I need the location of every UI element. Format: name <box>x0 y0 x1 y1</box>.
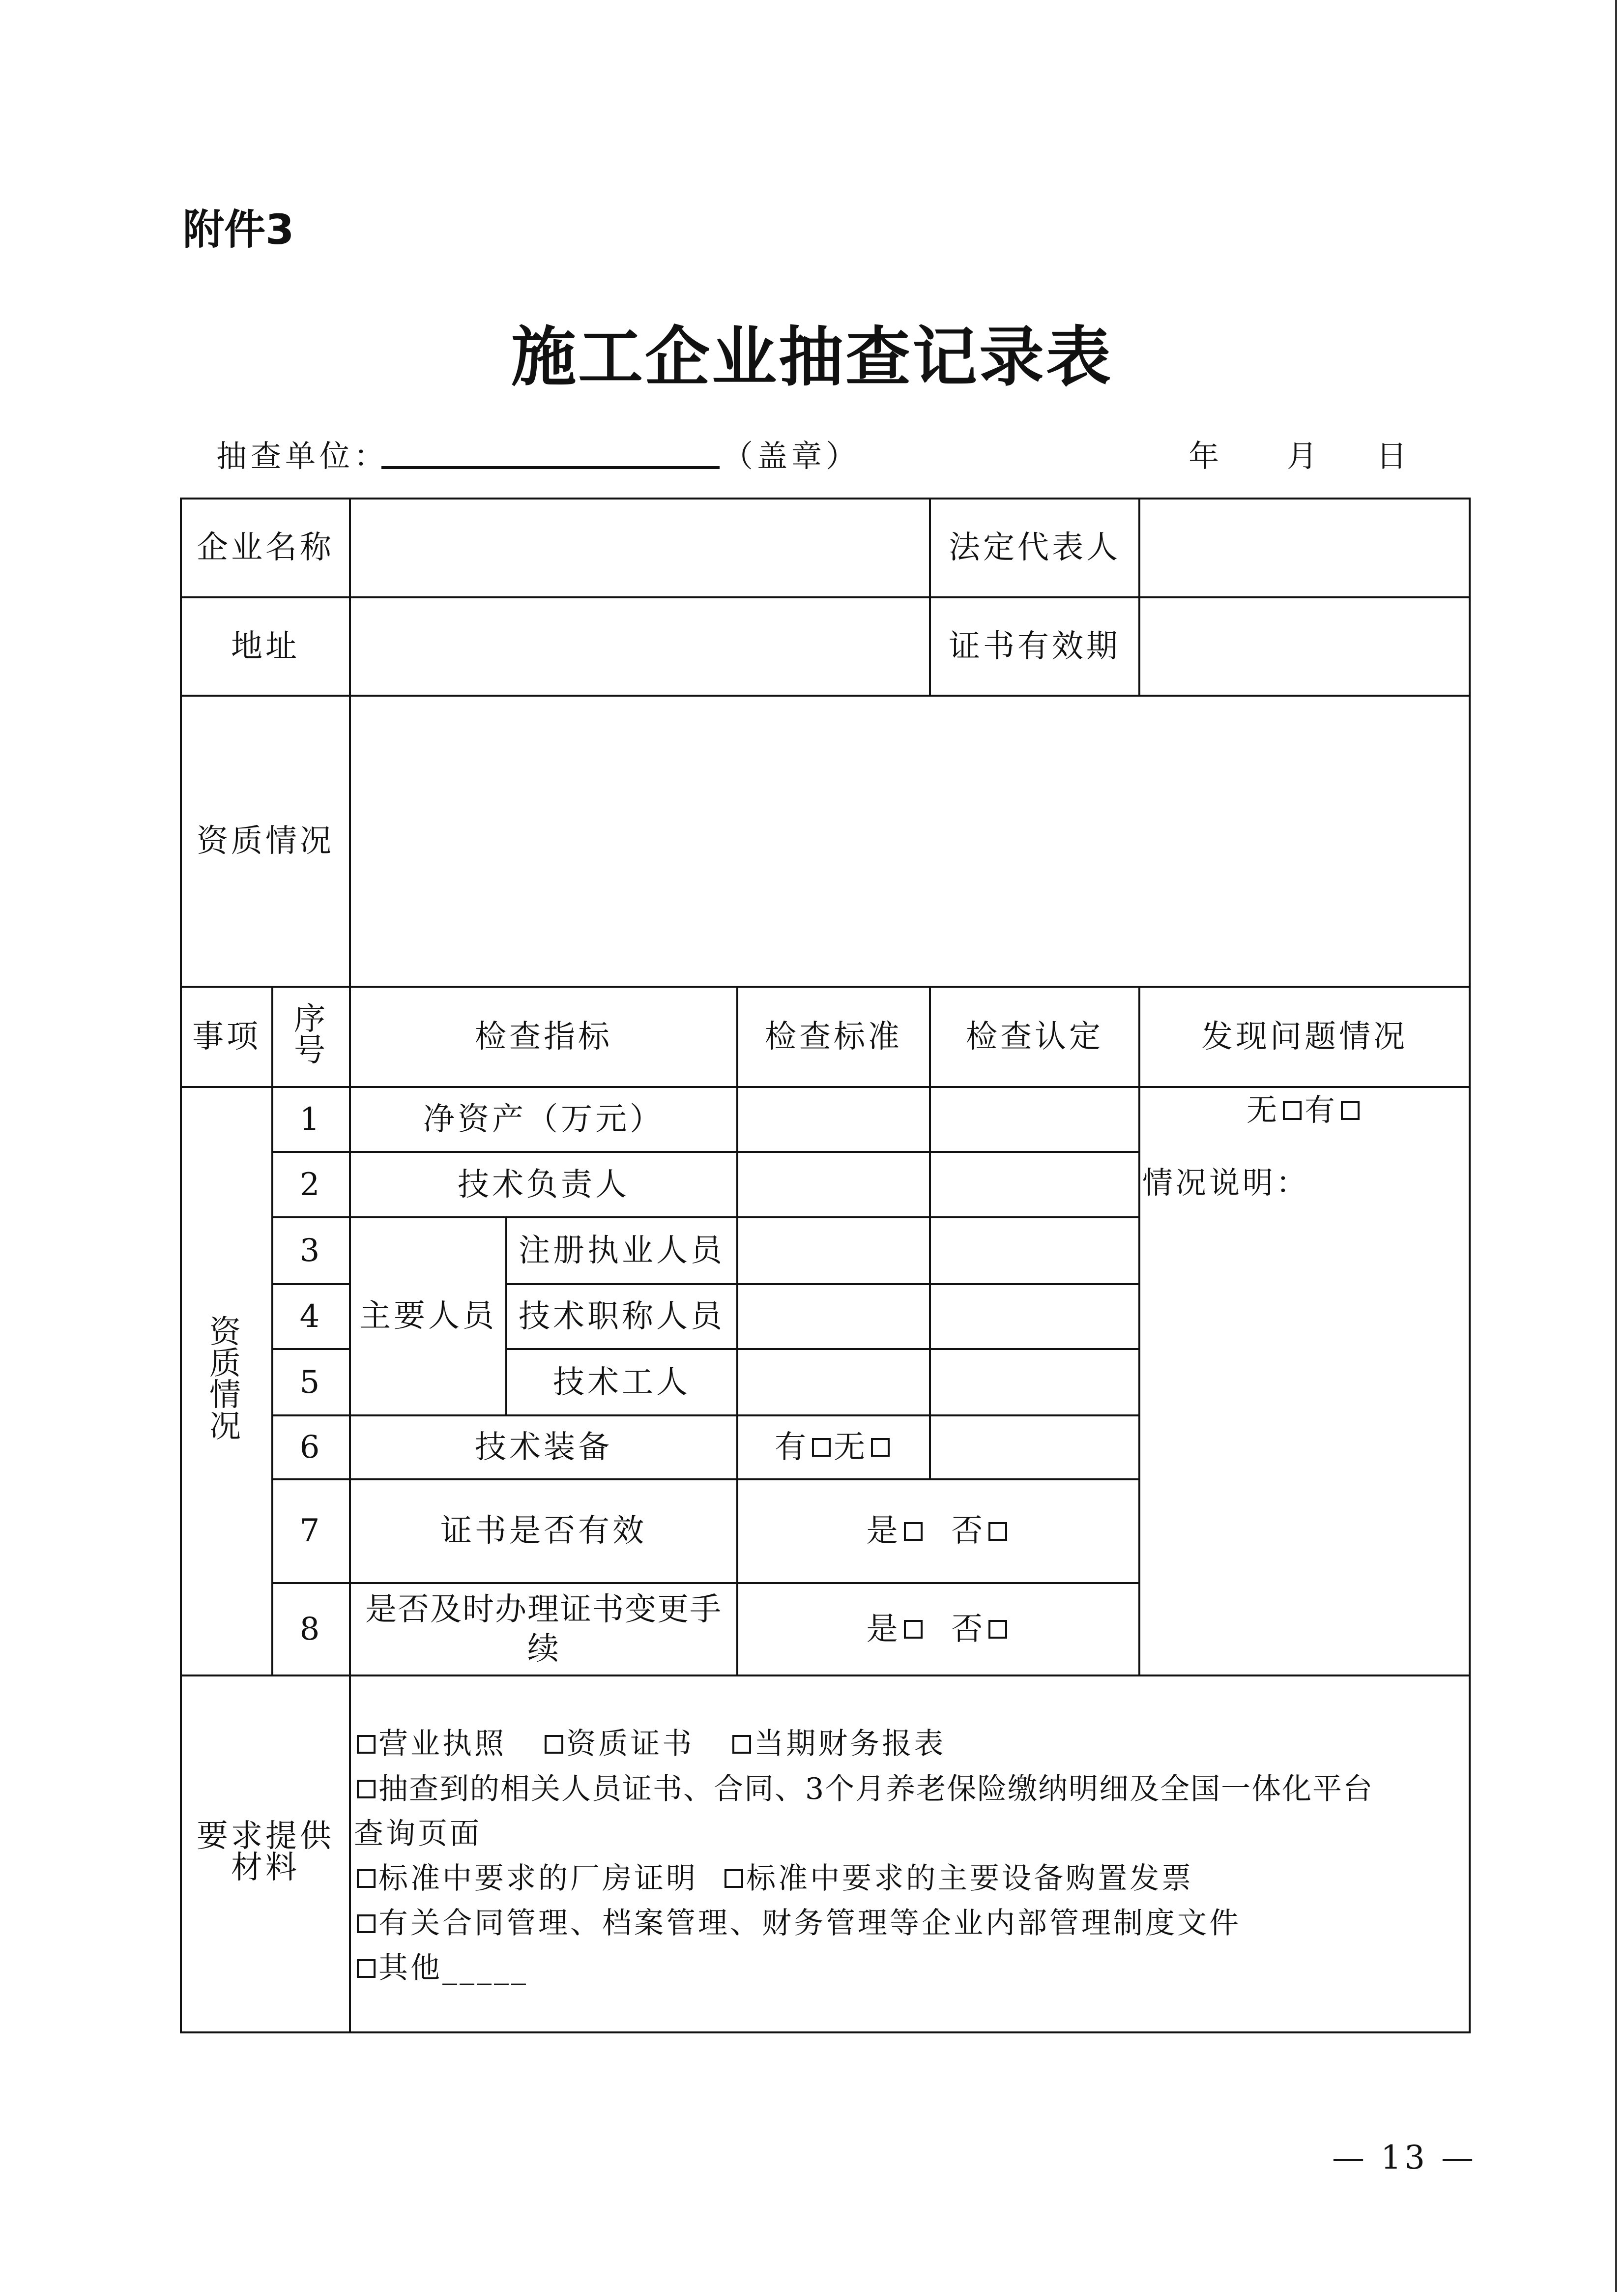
materials-line-4 <box>354 1856 1469 1901</box>
checkbox-factory[interactable] <box>357 1869 376 1888</box>
table-row-seq: 7 <box>272 1479 350 1583</box>
equip-no-checkbox[interactable] <box>871 1438 890 1457</box>
inspection-record-table <box>180 498 1471 2033</box>
determination-registered[interactable] <box>930 1217 1139 1284</box>
standard-equipment <box>737 1415 930 1479</box>
cert-change-options <box>737 1583 1139 1675</box>
indicator-registered: 注册执业人员 <box>506 1217 737 1284</box>
year-label: 年 <box>1189 438 1223 474</box>
cert-change-yes-label: 是 <box>866 1611 901 1647</box>
material-equipment: 标准中要求的主要设备购置发票 <box>746 1861 1194 1896</box>
cert-valid-yes-label: 是 <box>866 1513 901 1550</box>
legal-rep-field[interactable] <box>1139 499 1470 597</box>
table-row-seq: 5 <box>272 1349 350 1415</box>
checkbox-financial[interactable] <box>732 1735 751 1754</box>
indicator-tech-lead: 技术负责人 <box>350 1152 737 1217</box>
address-field[interactable] <box>350 597 930 696</box>
issue-none-label: 无 <box>1247 1092 1280 1128</box>
material-factory: 标准中要求的厂房证明 <box>378 1861 698 1896</box>
determination-titled[interactable] <box>930 1284 1139 1349</box>
attachment-label: 附件3 <box>183 206 294 254</box>
inspecting-unit-label: 抽查单位： <box>216 438 389 474</box>
section-qualification <box>181 1087 272 1675</box>
material-management: 有关合同管理、档案管理、财务管理等企业内部管理制度文件 <box>378 1906 1241 1941</box>
indicator-net-assets: 净资产（万元） <box>350 1087 737 1152</box>
checkbox-equipment[interactable] <box>725 1869 743 1888</box>
page-title: 施工企业抽查记录表 <box>511 319 1113 395</box>
company-name-label: 企业名称 <box>181 499 350 597</box>
materials-line-6 <box>354 1946 1469 1991</box>
material-financial: 当期财务报表 <box>754 1727 946 1762</box>
table-row-seq: 3 <box>272 1217 350 1284</box>
checkbox-qual-cert[interactable] <box>545 1735 563 1754</box>
header-standard: 检查标准 <box>737 987 930 1087</box>
materials-line-3: 查询页面 <box>354 1816 482 1851</box>
table-row-seq: 4 <box>272 1284 350 1349</box>
header-indicator: 检查指标 <box>350 987 737 1087</box>
determination-workers[interactable] <box>930 1349 1139 1415</box>
indicator-cert-change: 是否及时办理证书变更手续 <box>350 1583 737 1675</box>
materials-list <box>350 1675 1470 2032</box>
checkbox-management[interactable] <box>357 1914 376 1933</box>
issue-has-label: 有 <box>1305 1092 1338 1128</box>
material-business-license: 营业执照 <box>378 1727 506 1762</box>
material-other: 其他_____ <box>378 1951 528 1986</box>
month-label: 月 <box>1287 438 1322 474</box>
qualification-field[interactable] <box>350 696 1470 987</box>
standard-tech-lead[interactable] <box>737 1152 930 1217</box>
issue-none-checkbox[interactable] <box>1283 1101 1302 1120</box>
equip-no-label: 无 <box>834 1429 868 1466</box>
materials-line-5 <box>354 1901 1469 1946</box>
materials-label-cell <box>181 1675 350 2032</box>
section-qualification-text: 资质情况 <box>209 1314 244 1445</box>
legal-rep-label: 法定代表人 <box>930 499 1139 597</box>
indicator-titled: 技术职称人员 <box>506 1284 737 1349</box>
header-seq-text: 序号 <box>294 1000 328 1069</box>
header-seq <box>272 987 350 1087</box>
standard-titled[interactable] <box>737 1284 930 1349</box>
cert-valid-no-checkbox[interactable] <box>988 1522 1007 1541</box>
cert-valid-no-label: 否 <box>951 1513 986 1550</box>
material-qual-cert: 资质证书 <box>566 1727 695 1762</box>
determination-tech-lead[interactable] <box>930 1152 1139 1217</box>
checkbox-business-license[interactable] <box>357 1735 376 1754</box>
cert-change-yes-checkbox[interactable] <box>904 1620 923 1639</box>
materials-line-2 <box>354 1767 1469 1812</box>
cert-change-no-label: 否 <box>951 1611 986 1647</box>
header-item: 事项 <box>181 987 272 1087</box>
issue-options <box>1140 1091 1469 1129</box>
issues-cell <box>1139 1087 1470 1675</box>
company-name-field[interactable] <box>350 499 930 597</box>
materials-label: 要求提供材料 <box>197 1818 334 1886</box>
equip-yes-label: 有 <box>775 1429 809 1466</box>
seal-label: （盖章） <box>723 438 861 474</box>
header-issues: 发现问题情况 <box>1139 987 1470 1087</box>
indicator-equipment: 技术装备 <box>350 1415 737 1479</box>
page-number: — 13 — <box>1332 2139 1477 2176</box>
qualification-label: 资质情况 <box>181 696 350 987</box>
header-determination: 检查认定 <box>930 987 1139 1087</box>
indicator-cert-valid: 证书是否有效 <box>350 1479 737 1583</box>
cert-valid-options <box>737 1479 1139 1583</box>
cert-valid-yes-checkbox[interactable] <box>904 1522 923 1541</box>
checkbox-personnel[interactable] <box>357 1780 376 1798</box>
inspecting-unit-field[interactable] <box>381 466 720 469</box>
material-personnel: 抽查到的相关人员证书、合同、3个月养老保险缴纳明细及全国一体化平台 <box>378 1771 1374 1806</box>
standard-workers[interactable] <box>737 1349 930 1415</box>
determination-equipment[interactable] <box>930 1415 1139 1479</box>
cert-validity-label: 证书有效期 <box>930 597 1139 696</box>
standard-net-assets[interactable] <box>737 1087 930 1152</box>
table-row-seq: 6 <box>272 1415 350 1479</box>
table-row-seq: 2 <box>272 1152 350 1217</box>
indicator-workers: 技术工人 <box>506 1349 737 1415</box>
table-row-seq: 8 <box>272 1583 350 1675</box>
day-label: 日 <box>1376 438 1411 474</box>
determination-net-assets[interactable] <box>930 1087 1139 1152</box>
table-row-seq: 1 <box>272 1087 350 1152</box>
cert-change-no-checkbox[interactable] <box>988 1620 1007 1639</box>
checkbox-other[interactable] <box>357 1959 376 1978</box>
equip-yes-checkbox[interactable] <box>812 1438 831 1457</box>
main-personnel-label: 主要人员 <box>350 1217 506 1415</box>
address-label: 地址 <box>181 597 350 696</box>
standard-registered[interactable] <box>737 1217 930 1284</box>
issue-note-label: 情况说明： <box>1142 1164 1310 1201</box>
cert-validity-field[interactable] <box>1139 597 1470 696</box>
issue-has-checkbox[interactable] <box>1341 1101 1360 1120</box>
materials-line-1 <box>354 1722 1469 1766</box>
